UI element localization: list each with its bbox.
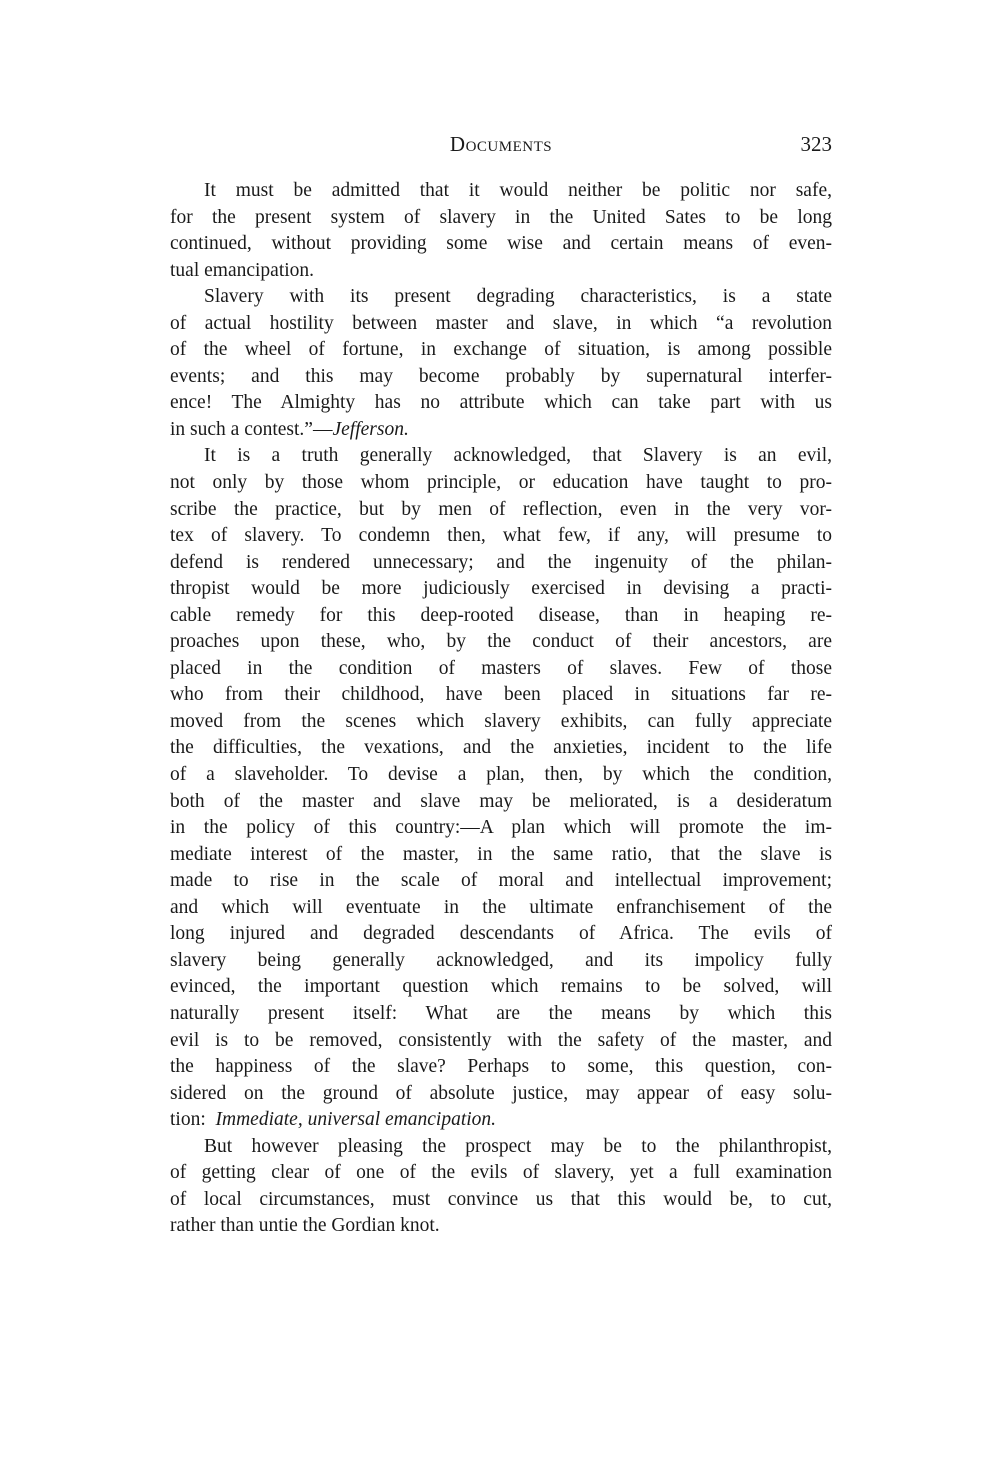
text-line: mediate interest of the master, in the same ratio, that the slave is [170, 843, 832, 865]
text-line: evil is to be removed, consistently with the safety of the master, and [170, 1029, 832, 1051]
page-number: 323 [800, 132, 832, 156]
text-line: and which will eventuate in the ultimate enfranchisement of the [170, 896, 832, 918]
text-line: in the policy of this country:—A plan which will promote the im- [170, 817, 832, 839]
text-line: continued, without providing some wise and certain means of even- [170, 233, 832, 255]
text-line: defend is rendered unnecessary; and the ingenuity of the philan- [170, 551, 832, 573]
body-text [170, 178, 832, 1240]
text-line: placed in the condition of masters of slaves. Few of those [170, 657, 832, 679]
text-line: of getting clear of one of the evils of slavery, yet a full examination [170, 1162, 832, 1184]
text-line: proaches upon these, who, by the conduct of their ancestors, are [170, 631, 832, 653]
text-line: tex of slavery. To condemn then, what few, if any, will presume to [170, 525, 832, 547]
text-line: naturally present itself: What are the means by which this [170, 1002, 832, 1024]
text-line: for the present system of slavery in the United Sates to be long [170, 206, 832, 228]
text-line: But however pleasing the prospect may be to the philanthropist, [204, 1135, 832, 1157]
text-line: of local circumstances, must convince us that this would be, to cut, [170, 1188, 832, 1210]
text-line: events; and this may become probably by supernatural interfer- [170, 365, 832, 387]
text-line: It is a truth generally acknowledged, that Slavery is an evil, [204, 445, 832, 467]
text-line [170, 417, 832, 444]
text-line: Slavery with its present degrading characteristics, is a state [204, 286, 832, 308]
text-line: the difficulties, the vexations, and the anxieties, incident to the life [170, 737, 832, 759]
running-head: Documents [449, 132, 553, 156]
text-line: not only by those whom principle, or education have taught to pro- [170, 472, 832, 494]
text-line: who from their childhood, have been placed in situations far re- [170, 684, 832, 706]
text-line: slavery being generally acknowledged, and its impolicy fully [170, 949, 832, 971]
text-line: of the wheel of fortune, in exchange of situation, is among possible [170, 339, 832, 361]
page-header [170, 128, 832, 162]
text-line: scribe the practice, but by men of reflection, even in the very vor- [170, 498, 832, 520]
text-line: made to rise in the scale of moral and intellectual improvement; [170, 870, 832, 892]
tion-label: tion: [170, 1109, 206, 1131]
text-line: ence! The Almighty has no attribute which can take part with us [170, 392, 832, 414]
text-line: sidered on the ground of absolute justice, may appear of easy solu- [170, 1082, 832, 1104]
text-line: thropist would be more judiciously exercised in devising a practi- [170, 578, 832, 600]
text-line: moved from the scenes which slavery exhibits, can fully appreciate [170, 710, 832, 732]
text-line [170, 1107, 832, 1134]
text-line: long injured and degraded descendants of Africa. The evils of [170, 923, 832, 945]
text-line: of a slaveholder. To devise a plan, then, by which the condition, [170, 764, 832, 786]
text-line: cable remedy for this deep-rooted disease, than in heaping re- [170, 604, 832, 626]
text-line: of actual hostility between master and slave, in which “a revolution [170, 312, 832, 334]
text-line: tual emancipation. [170, 259, 315, 281]
text-line: the happiness of the slave? Perhaps to some, this question, con- [170, 1056, 832, 1078]
text-line: It must be admitted that it would neither be politic nor safe, [204, 180, 832, 201]
emphasis-phrase: Immediate, universal emancipation. [215, 1109, 497, 1131]
text-line: rather than untie the Gordian knot. [170, 1215, 440, 1237]
attribution: Jefferson. [332, 418, 409, 440]
text-line: both of the master and slave may be meliorated, is a desideratum [170, 790, 832, 812]
quote-end: in such a contest.”— [170, 418, 333, 440]
text-line: evinced, the important question which remains to be solved, will [170, 976, 832, 998]
